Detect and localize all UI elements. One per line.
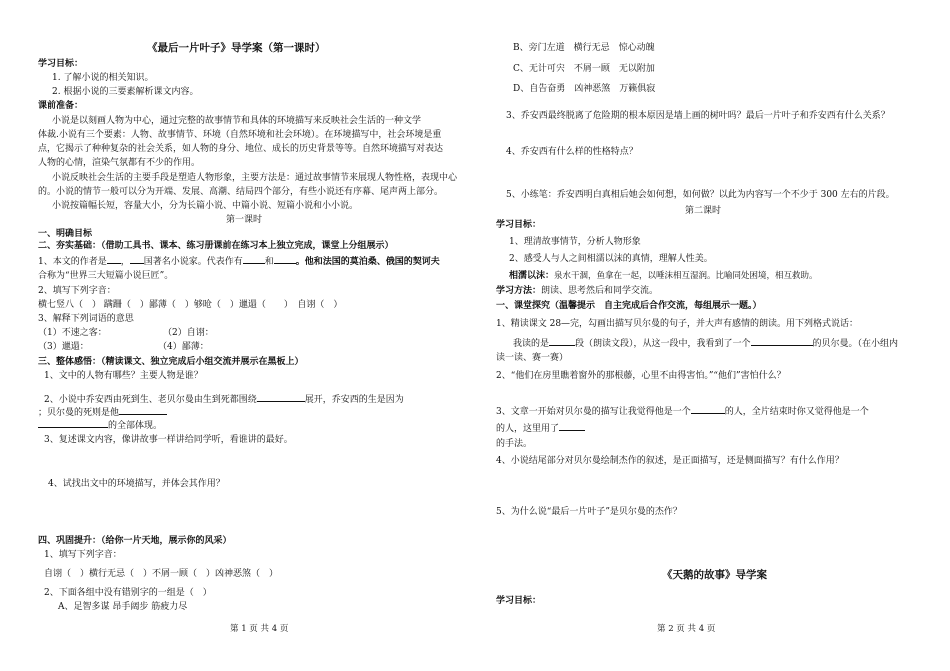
prep-line: 小说是以刻画人物为中心，通过完整的故事情节和具体的环境描写来反映社会生活的一种文学 [52,116,422,126]
section-4-heading: 四、巩固提升：（给你一片天地，展示你的风采） [38,536,232,546]
question-plot: 2、小说中乔安西由死到生、老贝尔曼由生到死都围绕 展开，乔安西的生是因为 [44,392,404,406]
next-title: 《天鹅的故事》导学案 [662,569,767,581]
answer-blank[interactable] [691,404,725,414]
question-plot-cont2: 的全部体现。 [38,418,162,432]
question-leaf: 3、乔安西最终脱离了危险期的根本原因是墙上画的树叶吗？最后一片叶子和乔安西有什么关系？ [506,111,890,121]
question-read-cont: 读一读、赛一赛） [496,353,569,363]
method-note: 学习方法：朗读、思考然后和同学交流。 [496,286,659,296]
prep-line: 体裁.小说有三个要素：人物、故事情节、环境（自然环境和社会环境）。在环境描写中，社会环境是重 [38,130,442,140]
prep-line: 的。小说的情节一般可以分为开端、发展、高潮、结局四个部分，有些小说还有序幕、尾声两上部分。 [38,187,444,197]
question-author: 1、本文的作者是 ， 国著名小说家。代表作有 和 。他和法国的莫泊桑、俄国的契诃夫 [38,254,440,268]
answer-blank[interactable] [130,254,144,264]
question-read-format: 我读的是 段（朗读文段），从这一段中，我看到了一个 的贝尔曼。（在小组内 [513,336,898,350]
question-writing: 5、小练笔：乔安西明白真相后她会如何想，如何做？以此为内容写一个不少于 300 左右的片段。 [506,190,895,200]
section-3-heading: 三、整体感悟：（精读课文、独立完成后小组交流并展示在黑板上） [38,357,304,367]
answer-blank[interactable] [257,392,305,402]
question-typos: 2、下面各组中没有错别字的一组是（ ） [44,588,212,598]
question-masterpiece: 5、为什么说“最后一片叶子”是贝尔曼的杰作？ [496,507,682,517]
period-2-title: 第二课时 [685,206,722,216]
prep-heading: 课前准备： [38,101,84,111]
question-fear: 2、“他们在房里瞧着窗外的那根藤，心里不由得害怕。”“他们”害怕什么？ [496,371,786,381]
page-title: 《最后一片叶子》导学案（第一课时） [147,42,326,54]
question-pronunciation: 2、填写下列字音： [38,286,116,296]
pronunciation-items: 横七竖八（ ） 蹒跚（ ）鄙薄（ ）够呛（ ）邋遢（ ） 自诩（ ） [38,300,343,310]
answer-blank[interactable] [559,421,585,431]
question-retell: 3、复述课文内容，像讲故事一样讲给同学听，看谁讲的最好。 [44,435,293,445]
answer-blank[interactable] [119,405,167,415]
question-author-cont: 合称为“世界三大短篇小说巨匠”。 [38,271,174,281]
section-1-heading: 一、明确目标 [38,229,93,239]
question-impression: 3、文章一开始对贝尔曼的描写让我觉得他是一个 的人，全片结束时你又觉得他是一个 [496,404,869,418]
definition-3: （3）邋遢： [38,342,89,352]
answer-blank[interactable] [243,254,265,264]
question-read: 1、精读课文 28—完，勾画出描写贝尔曼的句子，并大声有感情的朗读。用下列格式说话： [496,319,859,329]
question-impression-cont2: 的手法。 [496,439,533,449]
answer-blank[interactable] [549,336,575,346]
question-environment: 4、试找出文中的环境描写，并体会其作用？ [48,479,225,489]
option-d: D、自告奋勇 凶神恶煞 万籁俱寂 [513,84,656,94]
definition-4: （4）鄙薄： [158,342,209,352]
period-title: 第一课时 [226,215,263,225]
next-goals-heading: 学习目标： [496,596,542,606]
answer-blank[interactable] [38,418,108,428]
pronunciation-items-2: 自诩（ ）横行无忌（ ）不屑一顾（ ）凶神恶煞（ ） [44,569,279,579]
prep-line: 人物的心情，渲染气氛都有不少的作用。 [38,158,201,168]
page-footer: 第 2 页 共 4 页 [657,624,716,634]
section-explore-heading: 一、课堂探究（温馨提示 自主完成后合作交流，每组展示一题。） [496,301,762,311]
goal-2-2: 2、感受人与人之间相濡以沫的真情，理解人性美。 [509,254,713,264]
definition-2: （2）自诩： [163,328,214,338]
prep-line: 点，它揭示了种种复杂的社会关系，如人物的身分、地位、成长的历史背景等等。自然环境描写对表达 [38,144,444,154]
option-a: A、足智多谋 昂手阔步 筋疲力尽 [58,602,188,612]
goals-heading: 学习目标： [38,59,84,69]
question-pronunciation-2: 1、填写下列字音： [44,550,122,560]
goal-2-1: 1、理清故事情节，分析人物形象 [509,237,641,247]
page-1 [0,0,474,671]
goal-2: 2. 根据小说的三要素解析课文内容。 [52,87,199,97]
prep-line: 小说反映社会生活的主要手段是塑造人物形象，主要方法是：通过故事情节来展现人物性格，表现中心 [52,173,458,183]
definition-1: （1）不速之客： [38,328,107,338]
page-footer: 第 1 页 共 4 页 [230,624,289,634]
prep-line: 小说按篇幅长短，容量大小，分为长篇小说、中篇小说、短篇小说和小小说。 [52,201,359,211]
option-c: C、无计可宍 不屑一顾 无以附加 [513,64,655,74]
question-plot-cont: ；贝尔曼的死则是他 [38,405,167,419]
answer-blank[interactable] [751,336,813,346]
question-impression-cont: 的人，这里用了 [496,421,585,435]
section-2-heading: 二、夯实基础：（借助工具书、课本、练习册课前在练习本上独立完成，课堂上分组展示） [38,241,394,251]
page-2 [476,0,950,671]
goal-1: 1. 了解小说的相关知识。 [52,73,154,83]
goals-heading-2: 学习目标： [496,220,542,230]
option-b: B、旁门左道 横行无忌 惊心动魄 [513,43,655,53]
answer-blank[interactable] [274,254,296,264]
question-character: 4、乔安西有什么样的性格特点？ [506,147,638,157]
question-characters: 1、文中的人物有哪些？主要人物是谁？ [44,371,203,381]
answer-blank[interactable] [107,254,121,264]
idiom-note: 相濡以沫：泉水干涸，鱼拿在一起，以唾沫相互湿润。比喻同处困境，相互救助。 [509,271,818,281]
question-ending: 4、小说结尾部分对贝尔曼绘制杰作的叙述，是正面描写，还是侧面描写？有什么作用？ [496,456,844,466]
question-definitions: 3、解释下列词语的意思 [38,314,134,324]
